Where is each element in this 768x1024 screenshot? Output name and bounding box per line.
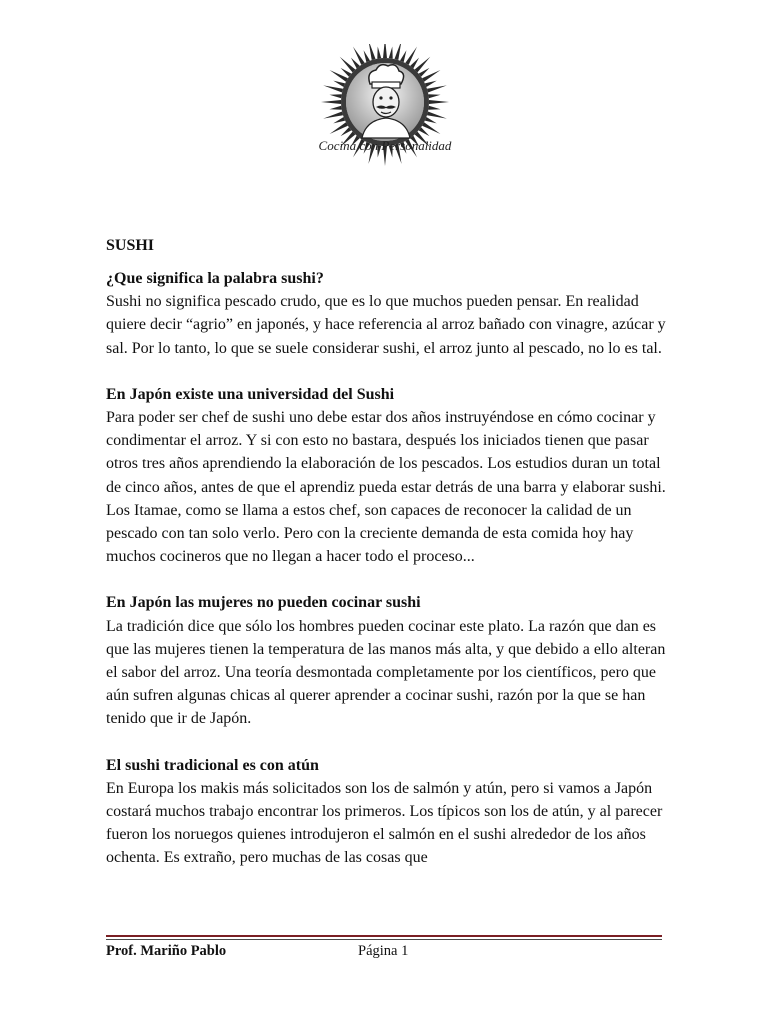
sunburst-ray (428, 106, 440, 110)
sunburst-ray (340, 57, 356, 73)
section-tuna (106, 754, 666, 870)
chef-logo-graphic (300, 44, 470, 184)
document-title: SUSHI (106, 237, 155, 254)
section-meaning (106, 267, 666, 360)
logo-text: Cocina con Personalidad (318, 138, 452, 153)
section-body: La tradición dice que sólo los hombres pueden cocinar este plato. La razón que dan es que las mujeres tienen la temperatura de las manos más alta, y que debido a ello alteran el sabor del arroz. Una teoría desmontada completamente por los científicos, pero que aún sufren algunas chicas al querer aprender a cocinar sushi, razón por la que se han tenido que ir de Japón. (106, 617, 666, 728)
sunburst-ray (383, 44, 387, 58)
sunburst-ray (419, 127, 430, 136)
sunburst-ray (323, 85, 343, 92)
section-body: Para poder ser chef de sushi uno debe estar dos años instruyéndose en cómo cocinar y condimentar el arroz. Y si con esto no bastara, después los iniciados tienen que pasar otros tres años aprendiendo la elaboración de los pescados. Los estudios duran un total de cinco años, antes de que el aprendiz pueda estar detrás de una barra y elaborar sushi. Los Itamae, como se llama a estos chef, son capaces de reconocer la calidad de un pescado con tan solo verlo. Pero con la creciente demanda de esta comida hoy hay muchos cocineros que no llegan a hacer todo el proceso... (106, 409, 666, 566)
sunburst-ray (329, 94, 341, 98)
sunburst-ray (333, 81, 345, 87)
footer-rule-thin (106, 939, 662, 940)
sunburst-ray (333, 117, 345, 123)
footer-page-number: Página 1 (358, 943, 409, 959)
sunburst-ray (323, 111, 343, 118)
section-heading: El sushi tradicional es con atún (106, 756, 319, 774)
chef-eye-right (389, 96, 392, 99)
sunburst-ray (425, 81, 437, 87)
sunburst-ray (341, 127, 352, 136)
document-body (106, 234, 666, 893)
sunburst-ray (415, 57, 431, 73)
sunburst-ray (389, 46, 393, 58)
sunburst-ray (427, 111, 447, 118)
sunburst-ray (341, 68, 352, 77)
chef-eye-left (379, 96, 382, 99)
sunburst-ray (364, 50, 370, 62)
sunburst-ray (394, 44, 401, 60)
chef-face-icon (373, 87, 399, 117)
sunburst-ray (368, 44, 375, 60)
section-heading: En Japón las mujeres no pueden cocinar sushi (106, 594, 421, 612)
sunburst-ray (400, 50, 406, 62)
sunburst-ray (425, 117, 437, 123)
sunburst-ray (321, 100, 341, 104)
section-heading: ¿Que significa la palabra sushi? (106, 270, 324, 287)
sunburst-ray (377, 46, 381, 58)
sunburst-ray (351, 58, 360, 69)
sunburst-ray (329, 106, 341, 110)
section-women (106, 591, 666, 730)
chef-logo (300, 44, 470, 184)
footer-author: Prof. Mariño Pablo (106, 943, 227, 959)
footer-rule (106, 935, 662, 937)
section-body: Sushi no significa pescado crudo, que es lo que muchos pueden pensar. En realidad quiere decir “agrio” en japonés, y hace referencia al arroz bañado con vinagre, azúcar y sal. Por lo tanto, lo que se suele considerar sushi, el arroz junto al pescado, no lo es tal. (106, 293, 666, 357)
sunburst-ray (429, 100, 449, 104)
sunburst-ray (427, 85, 447, 92)
sunburst-ray (428, 94, 440, 98)
section-body: En Europa los makis más solicitados son los de salmón y atún, pero si vamos a Japón costará muchos trabajo encontrar los primeros. Los típicos son los de atún, y al parecer fueron los noruegos quienes introdujeron el salmón en el sushi alrededor de los años ochenta. Es extraño, pero muchas de las cosas que (106, 779, 663, 867)
section-heading: En Japón existe una universidad del Sushi (106, 385, 395, 403)
sunburst-ray (419, 68, 430, 77)
section-university (106, 383, 666, 569)
sunburst-ray (410, 58, 419, 69)
